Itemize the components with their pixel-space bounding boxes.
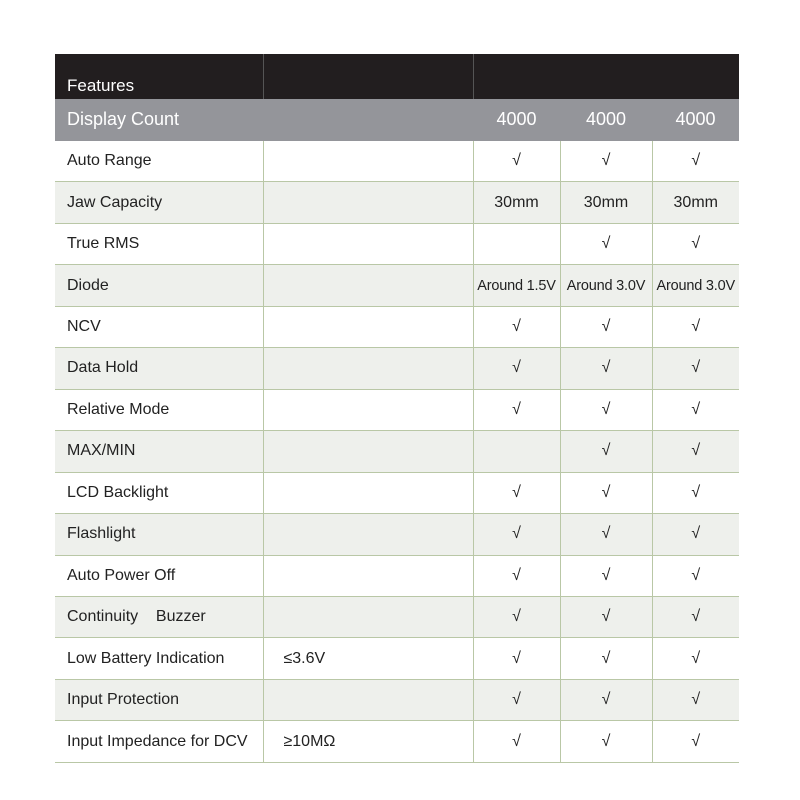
model-1-value [473,514,560,555]
table-body [55,54,739,763]
feature-label: Auto Range [55,141,263,182]
value-text: √ [691,649,701,667]
model-1-value [473,638,560,679]
model-3-value [652,555,739,596]
model-1-value [473,431,560,472]
value-text: √ [601,318,611,335]
header-cell-models [473,54,739,99]
table-row [55,638,739,679]
model-2-value [560,679,652,720]
value-text: √ [512,732,521,750]
value-text: √ [691,691,701,709]
value-text: √ [512,649,521,667]
table-row [55,596,739,637]
table-row [55,514,739,555]
model-1-value [473,721,560,763]
model-3-value [652,472,739,513]
header-title: Features [55,54,263,99]
value-text: √ [601,442,611,460]
feature-label: Input Impedance for DCV [55,721,263,763]
model-1-value [473,596,560,637]
value-text: 30mm [673,193,718,211]
model-2-value [560,472,652,513]
model-2-value [560,389,652,430]
table-header-row [55,54,739,99]
value-text: √ [601,152,611,170]
model-1-value [473,182,560,223]
table-row [55,348,739,389]
model-1-value [473,389,560,430]
feature-spec [263,555,473,596]
value-text: √ [601,359,611,377]
model-2-value [560,431,652,472]
value-text: √ [691,483,701,501]
feature-spec [263,223,473,264]
model-1-value [473,348,560,389]
value-text: √ [691,442,701,460]
display-count-value-1: 4000 [473,99,560,141]
feature-label: Continuity Buzzer [55,596,263,637]
display-count-label: Display Count [55,99,263,141]
feature-label: Input Protection [55,679,263,720]
feature-label: True RMS [55,223,263,264]
feature-spec [263,265,473,306]
model-3-value [652,389,739,430]
feature-spec [263,514,473,555]
value-text: √ [691,152,701,170]
value-text: √ [601,691,611,709]
model-2-value [560,265,652,306]
model-1-value [473,306,560,347]
display-count-spec [263,99,473,141]
feature-label: Relative Mode [55,389,263,430]
table-row [55,306,739,347]
feature-comparison-table [55,54,739,763]
value-text: √ [512,525,521,543]
value-text: √ [691,732,701,750]
value-text: √ [512,359,521,377]
feature-label: Data Hold [55,348,263,389]
value-text: √ [691,318,701,335]
model-3-value [652,306,739,347]
table-row [55,721,739,763]
model-1-value [473,555,560,596]
model-2-value [560,555,652,596]
feature-spec [263,431,473,472]
table-row [55,389,739,430]
display-count-value-3: 4000 [652,99,739,141]
model-3-value [652,348,739,389]
model-3-value [652,721,739,763]
model-2-value [560,638,652,679]
feature-spec [263,389,473,430]
value-text: √ [601,608,611,626]
value-text: √ [691,608,701,626]
model-3-value [652,182,739,223]
model-3-value [652,223,739,264]
feature-label: LCD Backlight [55,472,263,513]
feature-label: MAX/MIN [55,431,263,472]
feature-label: NCV [55,306,263,347]
header-cell-spec [263,54,473,99]
value-text: √ [691,235,701,253]
value-text: √ [601,566,611,584]
feature-spec [263,679,473,720]
model-1-value [473,223,560,264]
display-count-value-2: 4000 [560,99,652,141]
value-text: 30mm [494,193,539,211]
table-row [55,141,739,182]
model-3-value [652,265,739,306]
value-text: √ [601,235,611,253]
feature-label: Low Battery Indication [55,638,263,679]
model-3-value [652,141,739,182]
feature-label: Auto Power Off [55,555,263,596]
value-text: √ [691,359,701,377]
value-text: √ [601,400,611,418]
table-row [55,223,739,264]
value-text: √ [512,152,521,170]
value-text: √ [601,525,611,543]
model-2-value [560,223,652,264]
feature-spec [263,306,473,347]
model-2-value [560,141,652,182]
value-text: √ [691,566,701,584]
model-2-value [560,182,652,223]
model-1-value [473,472,560,513]
value-text: Around 3.0V [656,277,735,294]
value-text: √ [601,732,611,750]
value-text: √ [691,400,701,418]
feature-spec [263,596,473,637]
model-1-value [473,679,560,720]
value-text: Around 1.5V [477,277,556,294]
value-text: √ [512,566,521,584]
value-text: 30mm [583,193,629,211]
table-row [55,679,739,720]
value-text: √ [512,483,521,501]
feature-label: Jaw Capacity [55,182,263,223]
model-3-value [652,638,739,679]
value-text: √ [512,318,521,335]
feature-spec: ≥10MΩ [263,721,473,763]
value-text: √ [601,649,611,667]
table-row [55,265,739,306]
model-1-value [473,265,560,306]
model-3-value [652,431,739,472]
value-text: Around 3.0V [566,277,646,294]
model-3-value [652,514,739,555]
feature-spec: ≤3.6V [263,638,473,679]
feature-spec [263,141,473,182]
value-text: √ [512,400,521,418]
model-2-value [560,306,652,347]
model-2-value [560,721,652,763]
model-1-value [473,141,560,182]
display-count-row [55,99,739,141]
model-3-value [652,679,739,720]
feature-spec [263,472,473,513]
model-2-value [560,596,652,637]
table-row [55,472,739,513]
model-3-value [652,596,739,637]
feature-spec [263,348,473,389]
table-row [55,431,739,472]
value-text: √ [512,608,521,626]
value-text: √ [691,525,701,543]
model-2-value [560,348,652,389]
table-row [55,555,739,596]
value-text: √ [601,483,611,501]
table-row [55,182,739,223]
feature-label: Diode [55,265,263,306]
value-text: √ [512,691,521,709]
feature-spec [263,182,473,223]
model-2-value [560,514,652,555]
feature-label: Flashlight [55,514,263,555]
